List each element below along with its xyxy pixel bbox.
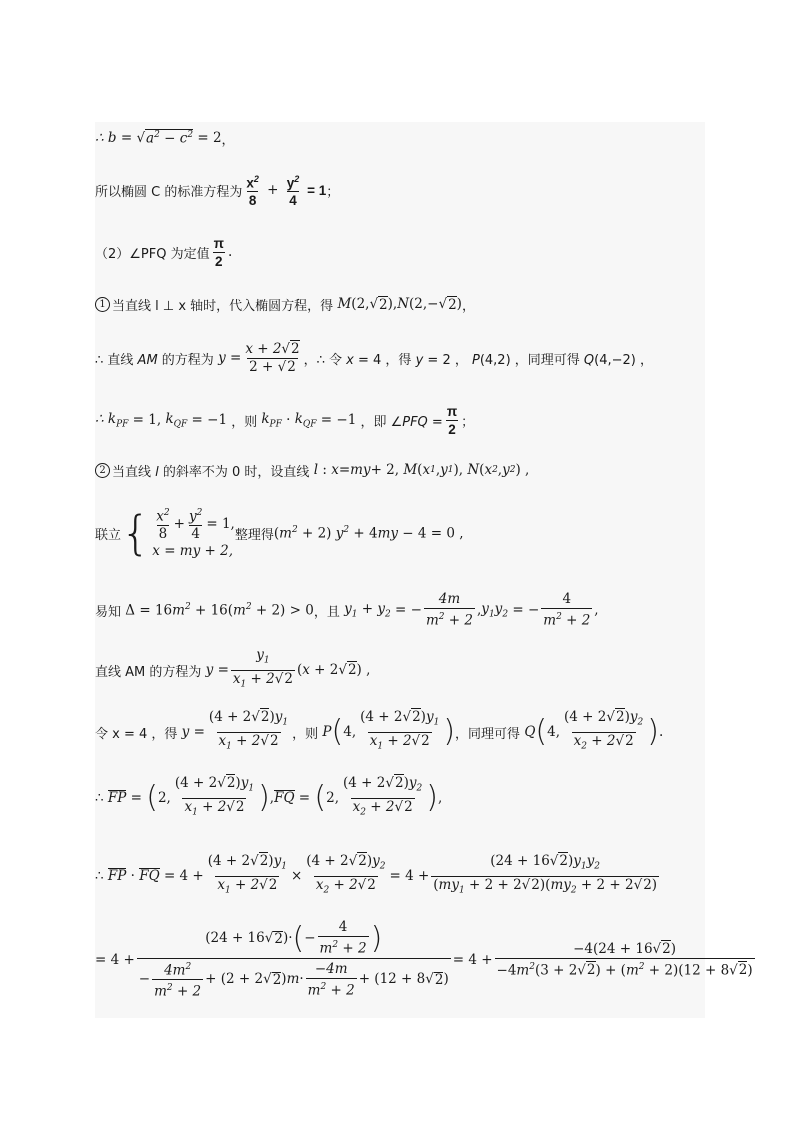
document-page (95, 122, 753, 1018)
line-vectors: ∴ FP = ( 2, $\frac{(4 + 2√2)y_1}{x_1 + 2√2}$ ) , FQ = ( 2, $\frac{(4 + 2√2)y_2}{x_2 + 2√2}$ ) , (95, 774, 442, 822)
line-discriminant: 易知 $\Delta = 16m^2 + 16(m^2 + 2) > 0$ ，且 $y_1 + y_2$ = − $\frac{4m}{m^2 + 2}$ , $y_1y_2$ = − $\frac{4}{m^2 + 2}$ , (95, 590, 599, 629)
line-am-case1: ∴ 直线 AM 的方程为 y = $\frac{x + 2√2}{2 + √2}$ ，∴ 令 x = 4 ，得 y = 2 ， P(4,2) ，同理可得 Q(4,−2) ， (95, 340, 653, 375)
line-slopes-case1: ∴ $k_{PF}$ = 1, $k_{QF}$ = −1 ，则 $k_{PF}$ · $k_{QF}$ = −1 ，即 ∠PFQ = $\frac{\pi}{2}$ ； (95, 403, 475, 437)
line-b-value: ∴ b = √ $a^2 - c^2$ = 2 ， (95, 130, 235, 148)
left-brace-icon: { (121, 506, 151, 560)
circled-one-icon: 1 (95, 297, 110, 312)
line-part2-claim: （2）∠PFQ 为定值 $\frac{\pi}{2}$ . (95, 235, 233, 269)
line-case2: 2 当直线 l 的斜率不为 0 时，设直线 l : x = my + 2, M ( x 1 , y 1 ), N ( x 2 , y 2 ) , (95, 458, 529, 482)
circled-two-icon: 2 (95, 463, 110, 478)
line-system: 联立 { $\frac{x^2}{8}$ + $\frac{y^2}{4}$ = 1, x = my + 2, 整理得 $(m^2 + 2) y^2 + 4my - 4 = 0$ , (95, 506, 464, 560)
line-am-general: 直线 AM 的方程为 y = $\frac{y_1}{x_1 + 2√2}$ (x + 2√2) , (95, 648, 370, 692)
line-pq-general: 令 x = 4 ，得 y = $\frac{(4 + 2√2)y_1}{x_1 + 2√2}$ ，则 P ( 4, $\frac{(4 + 2√2)y_1}{x_1 + 2√2}$ ) ，同理可得 Q ( 4, $\frac{(4 + 2√2)y_2}{x_2 + 2√2}$ ) . (95, 710, 663, 754)
line-case1: 1 当直线 l ⊥ x 轴时，代入椭圆方程，得 M (2,√ 2 ), N (2,−√ 2 ) ， (95, 292, 475, 316)
line-dot-product: ∴ FP · FQ = 4 + $\frac{(4 + 2√2)y_1}{x_1 + 2√2}$ × $\frac{(4 + 2√2)y_2}{x_2 + 2√2}$ = 4 + $\frac{(24 + 16√2)y_1y_2}{(my_1 + 2 + 2√2)(my_2 + 2 + 2√2)}$ (95, 850, 661, 902)
line-simplification: = 4 + (24 + 16√ 2 )· ( − $\frac{4}{m^2 + 2}$ ) − $\frac{4m^2}{m^2 + 2}$ + (2 + 2√ 2 ) m · $\frac{-4m}{m^2 + 2}$ + (12 + 8√ 2 ) = 4 + $\frac{-4(24 + 16√2)}{-4m^2(3 + 2√2) + (m^2 + 2)(12 + 8√2)}$ (95, 919, 753, 1000)
line-ellipse-equation: 所以椭圆 C 的标准方程为 $\frac{x^2}{8}$ + $\frac{y^2}{4}$ = 1 ； (95, 173, 340, 209)
